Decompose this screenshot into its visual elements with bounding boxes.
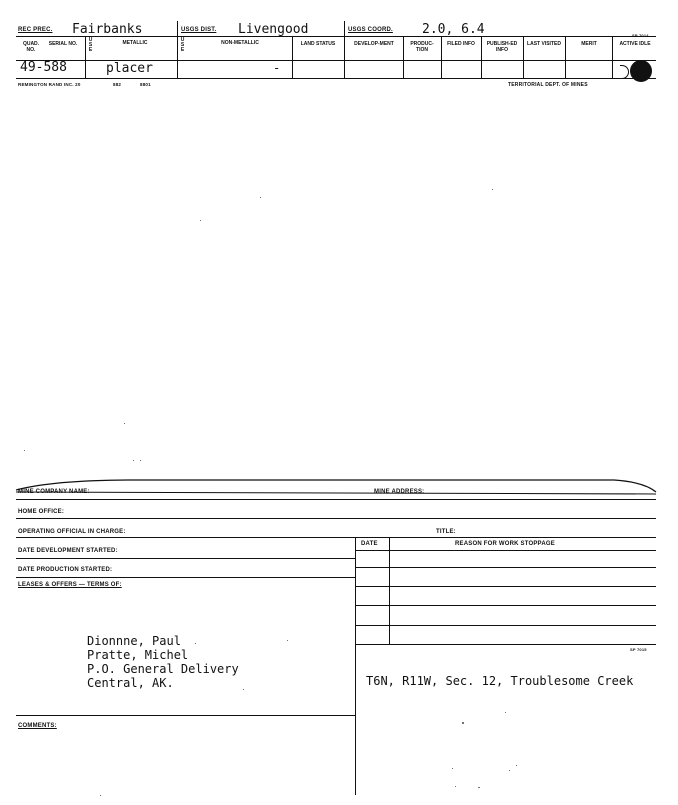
- dept-label: TERRITORIAL DEPT. OF MINES: [508, 82, 588, 88]
- col-land-status: LAND STATUS: [300, 41, 336, 47]
- col-use-1: U S E: [88, 37, 93, 53]
- owner-line-4: Central, AK.: [87, 676, 174, 690]
- code-2: 8801: [140, 82, 151, 87]
- col-use-2: U S E: [180, 37, 185, 53]
- col-active-idle: ACTIVE IDLE: [619, 41, 651, 47]
- col-published-info: PUBLISH-ED INFO: [486, 41, 518, 53]
- record-quad-serial: 49-588: [20, 60, 67, 75]
- date-production-label: DATE PRODUCTION STARTED:: [18, 567, 113, 573]
- home-office-label: HOME OFFICE:: [18, 509, 65, 515]
- record-metallic: placer: [106, 61, 153, 76]
- col-merit: MERIT: [581, 41, 597, 47]
- col-last-visited: LAST VISITED: [527, 41, 561, 47]
- owner-line-3: P.O. General Delivery: [87, 662, 239, 676]
- date-development-label: DATE DEVELOPMENT STARTED:: [18, 548, 118, 554]
- col-metallic: METALLIC: [122, 40, 148, 46]
- usgs-coord-label: USGS COORD.: [348, 27, 393, 33]
- leases-label: LEASES & OFFERS — TERMS OF:: [18, 582, 122, 588]
- owner-line-2: Pratte, Michel: [87, 648, 189, 662]
- comments-label: COMMENTS:: [18, 723, 57, 729]
- owner-line-1: Dionnne, Paul: [87, 634, 181, 648]
- form-number-bottom: SP 7015: [630, 647, 647, 652]
- usgs-coord-value: 2.0, 6.4: [422, 22, 485, 37]
- col-quad-no: QUAD. NO.: [22, 41, 40, 53]
- col-serial-no: SERIAL NO.: [48, 41, 78, 47]
- operating-official-label: OPERATING OFFICIAL IN CHARGE:: [18, 529, 126, 535]
- form-number-top: SP 7014: [632, 33, 649, 38]
- record-non-metallic-dash: -: [273, 61, 281, 75]
- location-text: T6N, R11W, Sec. 12, Troublesome Creek: [366, 674, 634, 688]
- col-development: DEVELOP-MENT: [354, 41, 394, 47]
- col-non-metallic: NON-METALLIC: [221, 40, 259, 46]
- punch-notch: [620, 65, 629, 79]
- printer-label: REMINGTON RAND INC. 20: [18, 82, 81, 87]
- usgs-dist-label: USGS DIST.: [181, 27, 217, 33]
- col-filed-info: FILED INFO: [447, 41, 475, 47]
- rec-prec-value: Fairbanks: [72, 22, 143, 37]
- punch-hole: [630, 60, 652, 82]
- rec-prec-label: REC PREC.: [18, 27, 53, 33]
- title-label: TITLE:: [436, 529, 456, 535]
- usgs-dist-value: Livengood: [238, 22, 309, 37]
- reason-col-header: REASON FOR WORK STOPPAGE: [455, 541, 555, 547]
- date-col-header: DATE: [361, 541, 378, 547]
- col-production: PRODUC-TION: [410, 41, 434, 53]
- code-1: 882: [113, 82, 122, 87]
- mine-company-name-label: MINE COMPANY NAME:: [18, 489, 90, 495]
- card-top-edge: [14, 468, 659, 498]
- mine-address-label: MINE ADDRESS:: [374, 489, 425, 495]
